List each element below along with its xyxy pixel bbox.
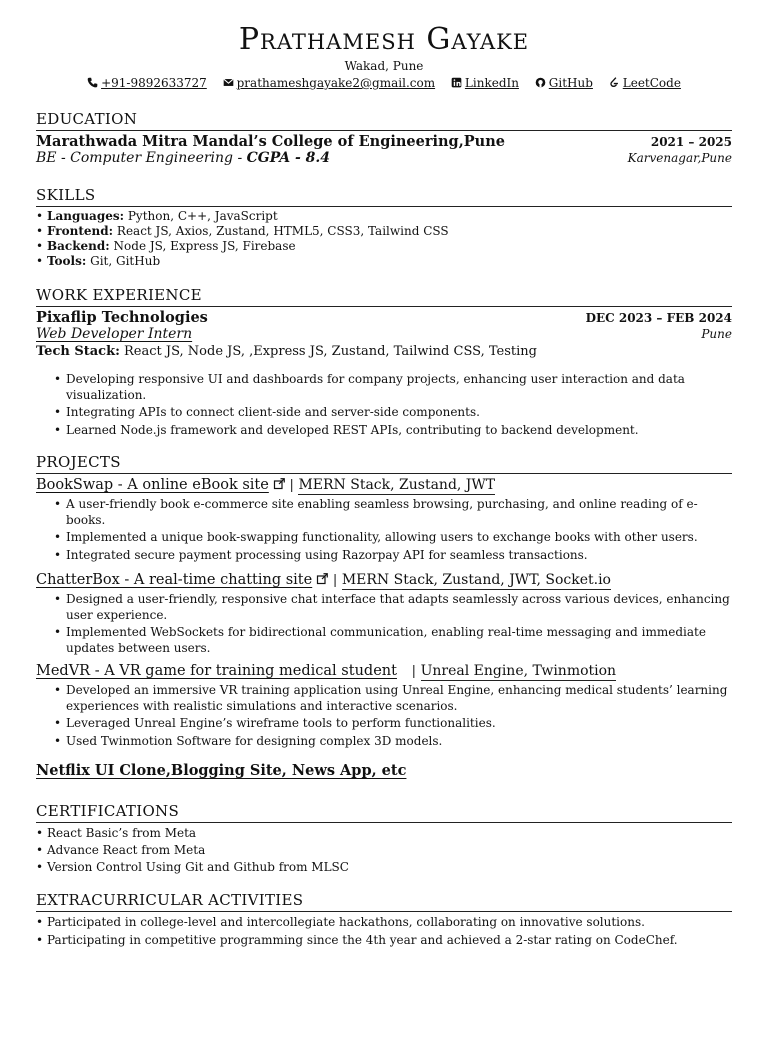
list-item: • Used Twinmotion Software for designing complex 3D models. (36, 734, 732, 750)
email-link[interactable]: prathameshgayake2@gmail.com (223, 76, 439, 90)
list-item: • Learned Node.js framework and developed REST APIs, contributing to backend development. (36, 423, 732, 439)
list-item: • Implemented WebSockets for bidirectional communication, enabling real-time messaging and immediate updates between users. (36, 625, 732, 656)
degree: BE - Computer Engineering - CGPA - 8.4 (36, 150, 331, 166)
linkedin-link[interactable]: LinkedIn (451, 76, 523, 90)
college-name: Marathwada Mitra Mandal’s College of Engineering,Pune (36, 133, 505, 150)
phone-icon (87, 77, 98, 88)
work-heading: WORK EXPERIENCE (36, 286, 732, 307)
leetcode-link[interactable]: LeetCode (609, 76, 681, 90)
company-name: Pixaflip Technologies (36, 309, 208, 326)
list-item: • Integrating APIs to connect client-side and server-side components. (36, 405, 732, 421)
leetcode-icon (609, 77, 620, 88)
list-item: • React Basic’s from Meta (36, 826, 732, 841)
other-projects-title: Netflix UI Clone,Blogging Site, News App, etc (36, 762, 407, 779)
project-medvr: MedVR - A VR game for training medical student | Unreal Engine, Twinmotion (36, 663, 617, 679)
list-item: • Implemented a unique book-swapping functionality, allowing users to exchange books with other users. (36, 530, 732, 546)
list-item: • Designed a user-friendly, responsive chat interface that adapts seamlessly across various devices, enhancing user experience. (36, 592, 732, 623)
project-title: MedVR - A VR game for training medical student (36, 663, 397, 679)
list-item: • Leveraged Unreal Engine’s wireframe tools to perform functionalities. (36, 716, 732, 732)
skill-item: • Backend: Node JS, Express JS, Firebase (36, 239, 732, 254)
other-projects (36, 760, 732, 779)
linkedin-icon (451, 77, 462, 88)
skill-item: • Languages: Python, C++, JavaScript (36, 209, 732, 224)
external-link-icon[interactable] (316, 573, 328, 585)
external-link-icon[interactable] (273, 478, 285, 490)
list-item: • Version Control Using Git and Github from MLSC (36, 860, 732, 875)
project-title[interactable]: BookSwap - A online eBook site (36, 477, 285, 493)
education-row (36, 133, 732, 150)
job-role: Web Developer Intern (36, 326, 193, 342)
work-place: Pune (701, 327, 732, 341)
resume-page (0, 22, 768, 1046)
list-item: • Developed an immersive VR training application using Unreal Engine, enhancing medical students’ learning experiences with realistic simulations and interactive scenarios. (36, 683, 732, 714)
project-bullets (36, 592, 732, 656)
project-tech: MERN Stack, Zustand, JWT (298, 477, 496, 493)
phone-link[interactable]: +91-9892633727 (87, 76, 211, 90)
extracurricular-heading: EXTRACURRICULAR ACTIVITIES (36, 891, 732, 912)
tech-stack: Tech Stack: React JS, Node JS, ,Express JS, Zustand, Tailwind CSS, Testing (36, 344, 537, 359)
extracurricular-list (36, 915, 732, 948)
contact-bar (36, 76, 732, 91)
candidate-name: Prathamesh Gayake (238, 22, 530, 57)
project-tech: MERN Stack, Zustand, JWT, Socket.io (341, 572, 611, 588)
education-place: Karvenagar,Pune (627, 151, 732, 165)
candidate-location: Wakad, Pune (344, 59, 424, 73)
work-bullets (36, 372, 732, 438)
project-bullets (36, 683, 732, 749)
work-dates: DEC 2023 – FEB 2024 (585, 311, 732, 325)
list-item: • Advance React from Meta (36, 843, 732, 858)
list-item: • Developing responsive UI and dashboards for company projects, enhancing user interaction and data visualization. (36, 372, 732, 403)
list-item: • A user-friendly book e-commerce site enabling seamless browsing, purchasing, and online reading of e-books. (36, 497, 732, 528)
project-title[interactable]: ChatterBox - A real-time chatting site (36, 572, 328, 588)
education-degree-row (36, 150, 732, 166)
list-item: • Integrated secure payment processing using Razorpay API for seamless transactions. (36, 548, 732, 564)
project-bookswap: BookSwap - A online eBook site | MERN Stack, Zustand, JWT (36, 477, 496, 493)
github-link[interactable]: GitHub (535, 76, 597, 90)
project-bullets (36, 497, 732, 563)
project-chatterbox: ChatterBox - A real-time chatting site | MERN Stack, Zustand, JWT, Socket.io (36, 572, 611, 588)
education-years: 2021 – 2025 (650, 135, 732, 149)
certifications-heading: CERTIFICATIONS (36, 802, 732, 823)
github-icon (535, 77, 546, 88)
education-heading: EDUCATION (36, 110, 732, 131)
cgpa: CGPA - 8.4 (246, 150, 331, 166)
certifications-list (36, 826, 732, 875)
skills-list (36, 209, 732, 269)
skill-item: • Tools: Git, GitHub (36, 254, 732, 269)
projects-heading: PROJECTS (36, 453, 732, 474)
work-row (36, 309, 732, 326)
skill-item: • Frontend: React JS, Axios, Zustand, HTML5, CSS3, Tailwind CSS (36, 224, 732, 239)
work-role-row (36, 326, 732, 342)
list-item: • Participating in competitive programming since the 4th year and achieved a 2-star rating on CodeChef. (36, 933, 732, 948)
skills-heading: SKILLS (36, 186, 732, 207)
list-item: • Participated in college-level and intercollegiate hackathons, collaborating on innovative solutions. (36, 915, 732, 930)
project-tech: Unreal Engine, Twinmotion (420, 663, 617, 679)
envelope-icon (223, 77, 234, 88)
